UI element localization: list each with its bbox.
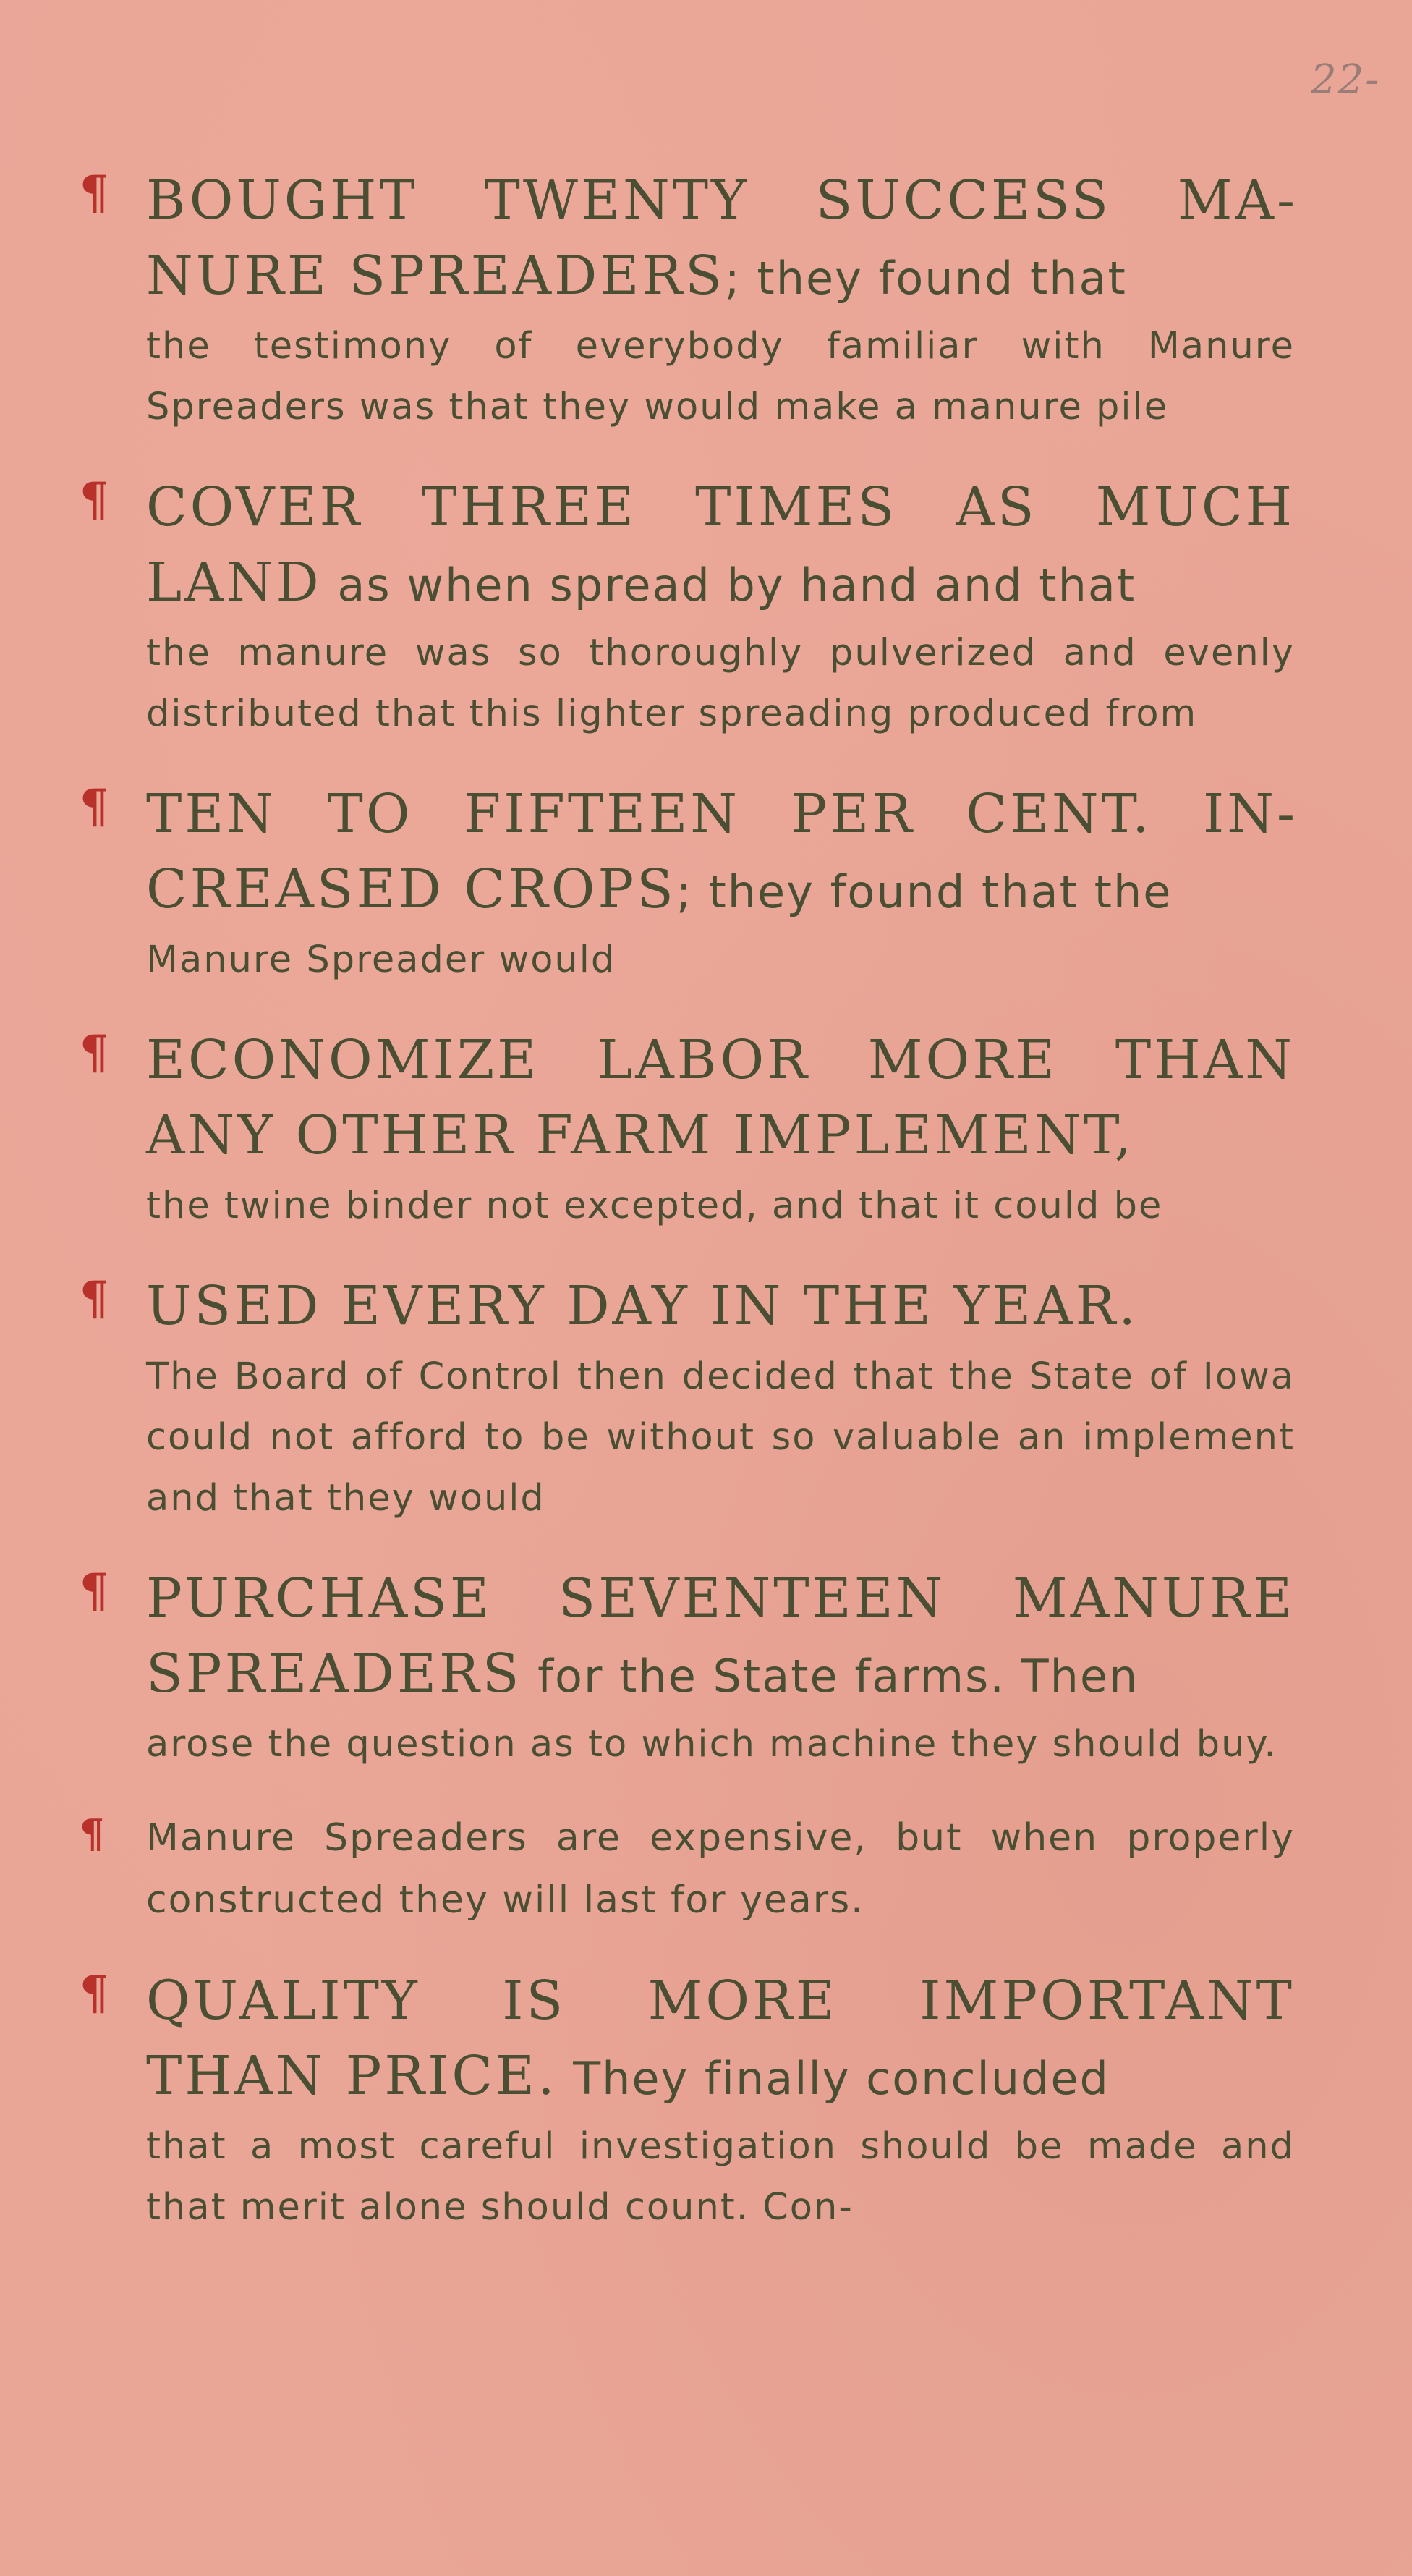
lead-rest: They finally concluded (557, 2052, 1110, 2105)
lead-rest: for the State farms. Then (522, 1650, 1139, 1703)
paragraph-lead (146, 776, 1295, 930)
pilcrow-marker: ¶ (80, 1810, 105, 1857)
lead-caps: PURCHASE SEVENTEEN MANURE SPREADERS (146, 1567, 1295, 1705)
paragraph-quality (80, 1963, 1295, 2238)
paragraph-ten-to-fifteen (80, 776, 1295, 991)
lead-rest: as when spread by hand and that (321, 559, 1136, 611)
lead-caps: TEN TO FIFTEEN PER CENT. INCREASED CROPS (146, 783, 1295, 920)
pilcrow-marker: ¶ (80, 1966, 109, 2020)
paragraph-lead (146, 1022, 1295, 1176)
paragraph-lead (146, 163, 1295, 316)
lead-caps: USED EVERY DAY IN THE YEAR. (146, 1275, 1139, 1337)
paragraph-lead (146, 470, 1295, 623)
paragraph-used-every-day (80, 1268, 1295, 1529)
pilcrow-marker: ¶ (80, 473, 109, 527)
pilcrow-marker: ¶ (80, 1564, 109, 1618)
page-number: 22- (1311, 56, 1381, 103)
paragraph-purchase (80, 1561, 1295, 1775)
paragraph-body: The Board of Control then decided that the State of Iowa could not afford to be without so valuable an implement and that they would (146, 1355, 1295, 1520)
paragraph-body: Manure Spreaders are expensive, but when properly constructed they will last for years. (146, 1816, 1295, 1922)
lead-rest: ; they found that (724, 252, 1127, 305)
lead-caps: QUALITY IS MORE IMPORTANT THAN PRICE. (146, 1970, 1295, 2107)
paragraph-bought (80, 163, 1295, 438)
paragraph-cover (80, 470, 1295, 745)
pilcrow-marker: ¶ (80, 779, 109, 834)
paragraph-body: the testimony of everybody familiar with Manure Spreaders was that they would make a manure pile (146, 325, 1295, 428)
lead-caps: BOUGHT TWENTY SUCCESS MANURE SPREADERS (146, 169, 1295, 307)
pilcrow-marker: ¶ (80, 1025, 109, 1080)
paragraph-body: that a most careful investigation should be made and that merit alone should count. Con- (146, 2125, 1295, 2229)
lead-caps: COVER THREE TIMES AS MUCH LAND (146, 476, 1295, 614)
paragraph-body: arose the question as to which machine they should buy. (146, 1723, 1277, 1766)
paragraph-body: Manure Spreader would (146, 939, 616, 981)
paragraph-expensive (80, 1807, 1295, 1931)
pilcrow-marker: ¶ (80, 166, 109, 220)
paragraph-economize (80, 1022, 1295, 1237)
pilcrow-marker: ¶ (80, 1271, 109, 1326)
paragraph-lead (146, 1268, 1295, 1347)
paragraph-body: the twine binder not excepted, and that it could be (146, 1185, 1163, 1227)
lead-caps: ECONOMIZE LABOR MORE THAN ANY OTHER FARM IMPLEMENT, (146, 1029, 1295, 1166)
paragraph-lead (146, 1963, 1295, 2117)
paragraph-lead (146, 1561, 1295, 1714)
paragraph-body: the manure was so thoroughly pulverized and evenly distributed that this lighter spreading produced from (146, 632, 1295, 735)
document-body (80, 163, 1295, 2270)
lead-rest: ; they found that the (676, 865, 1173, 918)
